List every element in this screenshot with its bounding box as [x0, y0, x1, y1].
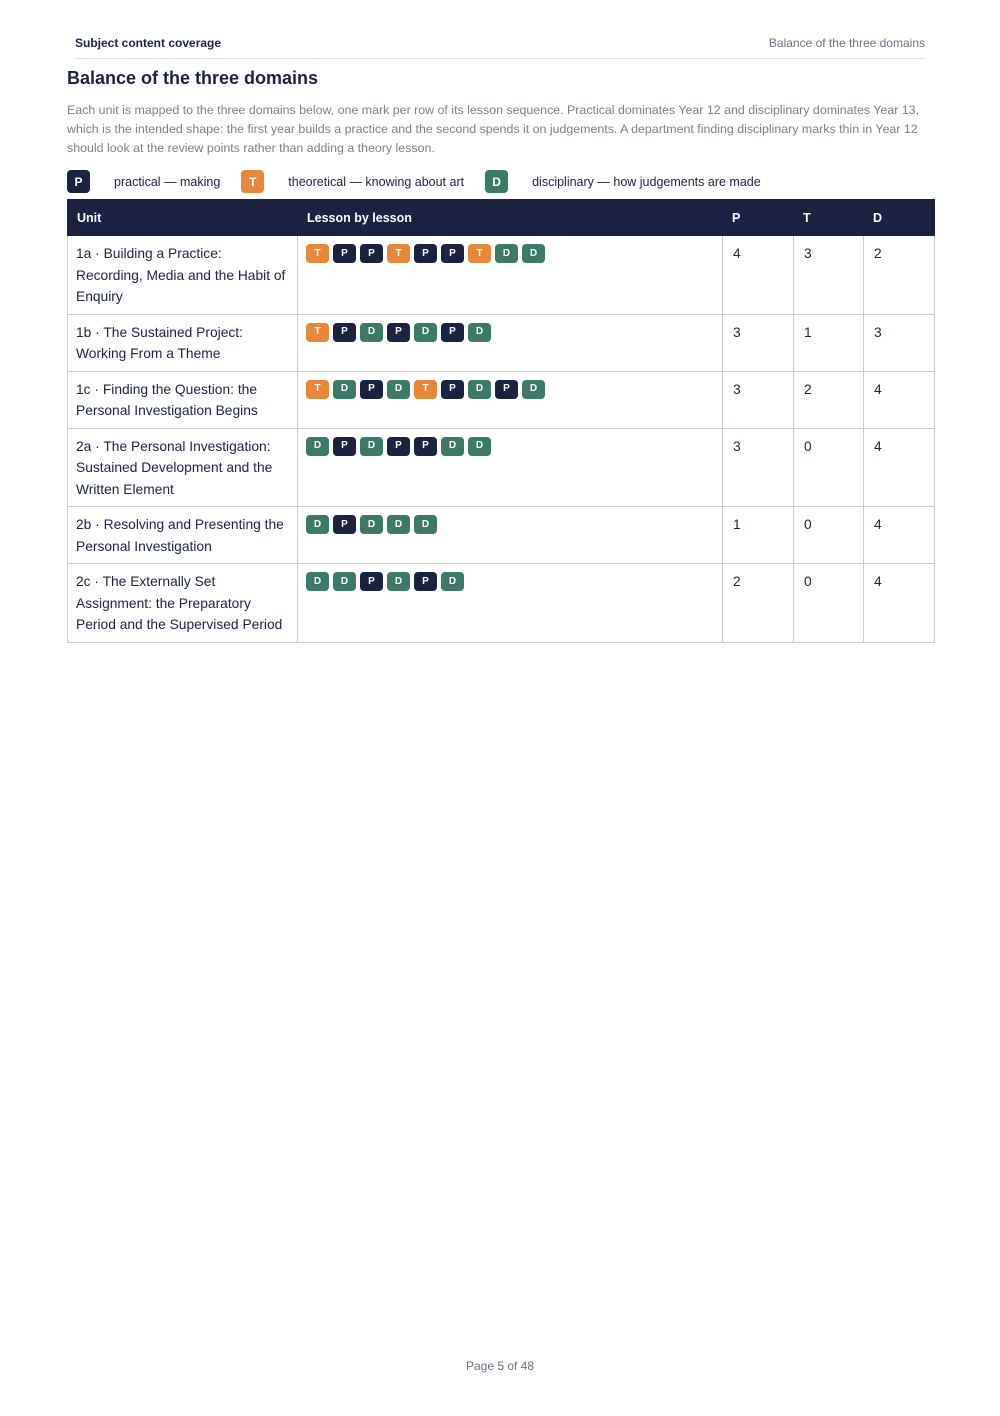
- col-header-lessons: Lesson by lesson: [298, 200, 723, 236]
- lesson-chip-t: T: [468, 244, 491, 263]
- table-row: [68, 507, 935, 564]
- lesson-chip-d: D: [387, 380, 410, 399]
- unit-cell: 1a · Building a Practice: Recording, Media and the Habit of Enquiry: [68, 236, 298, 315]
- lesson-chip-d: D: [441, 572, 464, 591]
- p-count: 2: [723, 564, 794, 643]
- lesson-chips: [306, 379, 714, 399]
- lesson-chip-p: P: [387, 323, 410, 342]
- lesson-chip-d: D: [522, 244, 545, 263]
- p-count: 3: [723, 314, 794, 371]
- lesson-chip-d: D: [360, 323, 383, 342]
- table-row: [68, 428, 935, 507]
- lesson-chip-p: P: [360, 244, 383, 263]
- lesson-chip-d: D: [441, 437, 464, 456]
- legend-swatch-t: T: [241, 170, 264, 193]
- unit-cell: 2b · Resolving and Presenting the Personal Investigation: [68, 507, 298, 564]
- lesson-sequence-cell: [298, 507, 723, 564]
- legend-swatch-p: P: [67, 170, 90, 193]
- t-count: 1: [794, 314, 864, 371]
- lesson-chips: [306, 243, 714, 263]
- lesson-chip-p: P: [333, 244, 356, 263]
- domain-legend: [67, 170, 782, 193]
- lesson-chip-p: P: [387, 437, 410, 456]
- lesson-sequence-cell: [298, 371, 723, 428]
- lesson-chip-p: P: [333, 323, 356, 342]
- lesson-chip-t: T: [306, 244, 329, 263]
- table-row: [68, 371, 935, 428]
- lesson-chip-d: D: [414, 323, 437, 342]
- d-count: 4: [864, 507, 935, 564]
- table-row: [68, 314, 935, 371]
- col-header-unit: Unit: [68, 200, 298, 236]
- t-count: 3: [794, 236, 864, 315]
- legend-label-practical: practical — making: [114, 174, 221, 189]
- lesson-chip-d: D: [333, 380, 356, 399]
- lesson-chip-p: P: [414, 437, 437, 456]
- legend-swatch-d: D: [485, 170, 508, 193]
- lesson-chips: [306, 436, 714, 456]
- unit-cell: 2c · The Externally Set Assignment: the Preparatory Period and the Supervised Period: [68, 564, 298, 643]
- lesson-chip-p: P: [333, 437, 356, 456]
- lesson-chips: [306, 514, 714, 534]
- unit-cell: 1b · The Sustained Project: Working From a Theme: [68, 314, 298, 371]
- t-count: 0: [794, 564, 864, 643]
- lesson-chip-p: P: [414, 572, 437, 591]
- legend-item-practical: [67, 170, 241, 193]
- table-header-row: [68, 200, 935, 236]
- lesson-chip-d: D: [468, 323, 491, 342]
- col-header-p: P: [723, 200, 794, 236]
- lesson-chips: [306, 322, 714, 342]
- p-count: 3: [723, 428, 794, 507]
- lesson-chips: [306, 571, 714, 591]
- lesson-chip-p: P: [360, 380, 383, 399]
- unit-cell: 2a · The Personal Investigation: Sustained Development and the Written Element: [68, 428, 298, 507]
- lesson-chip-t: T: [387, 244, 410, 263]
- lesson-chip-d: D: [387, 515, 410, 534]
- lesson-chip-p: P: [441, 244, 464, 263]
- page-title: Balance of the three domains: [67, 68, 319, 88]
- d-count: 4: [864, 371, 935, 428]
- legend-label-theoretical: theoretical — knowing about art: [288, 174, 465, 189]
- lesson-chip-d: D: [333, 572, 356, 591]
- table-row: [68, 236, 935, 315]
- unit-cell: 1c · Finding the Question: the Personal Investigation Begins: [68, 371, 298, 428]
- lesson-chip-p: P: [495, 380, 518, 399]
- col-header-t: T: [794, 200, 864, 236]
- lesson-chip-d: D: [306, 515, 329, 534]
- lesson-chip-d: D: [495, 244, 518, 263]
- lesson-sequence-cell: [298, 564, 723, 643]
- lesson-chip-d: D: [387, 572, 410, 591]
- t-count: 0: [794, 428, 864, 507]
- d-count: 3: [864, 314, 935, 371]
- d-count: 4: [864, 564, 935, 643]
- lesson-chip-p: P: [441, 380, 464, 399]
- lesson-chip-t: T: [306, 380, 329, 399]
- intro-paragraph: Each unit is mapped to the three domains below, one mark per row of its lesson sequence. Practical dominates Year 12 and disciplinary dominates Year 13, which is the intended shape: the first year builds a practice and the second spends it on judgements. A department finding disciplinary marks thin in Year 12 should look at the review points rather than adding a theory lesson.: [67, 103, 920, 155]
- lesson-sequence-cell: [298, 314, 723, 371]
- lesson-chip-d: D: [468, 380, 491, 399]
- legend-item-disciplinary: [485, 170, 782, 193]
- lesson-sequence-cell: [298, 428, 723, 507]
- lesson-chip-t: T: [306, 323, 329, 342]
- col-header-d: D: [864, 200, 935, 236]
- lesson-chip-p: P: [360, 572, 383, 591]
- d-count: 4: [864, 428, 935, 507]
- table-row: [68, 564, 935, 643]
- lesson-chip-d: D: [414, 515, 437, 534]
- p-count: 3: [723, 371, 794, 428]
- t-count: 2: [794, 371, 864, 428]
- lesson-chip-d: D: [306, 572, 329, 591]
- domain-balance-table: [67, 199, 935, 643]
- lesson-sequence-cell: [298, 236, 723, 315]
- lesson-chip-p: P: [441, 323, 464, 342]
- d-count: 2: [864, 236, 935, 315]
- page-number: Page 5 of 48: [465, 1359, 535, 1373]
- lesson-chip-p: P: [414, 244, 437, 263]
- p-count: 1: [723, 507, 794, 564]
- t-count: 0: [794, 507, 864, 564]
- legend-label-disciplinary: disciplinary — how judgements are made: [532, 174, 761, 189]
- legend-item-theoretical: [241, 170, 485, 193]
- lesson-chip-p: P: [333, 515, 356, 534]
- p-count: 4: [723, 236, 794, 315]
- lesson-chip-d: D: [468, 437, 491, 456]
- lesson-chip-d: D: [306, 437, 329, 456]
- page-topic: Balance of the three domains: [768, 36, 925, 50]
- running-header: [75, 36, 925, 59]
- lesson-chip-t: T: [414, 380, 437, 399]
- lesson-chip-d: D: [522, 380, 545, 399]
- lesson-chip-d: D: [360, 437, 383, 456]
- section-name: Subject content coverage: [75, 36, 222, 50]
- lesson-chip-d: D: [360, 515, 383, 534]
